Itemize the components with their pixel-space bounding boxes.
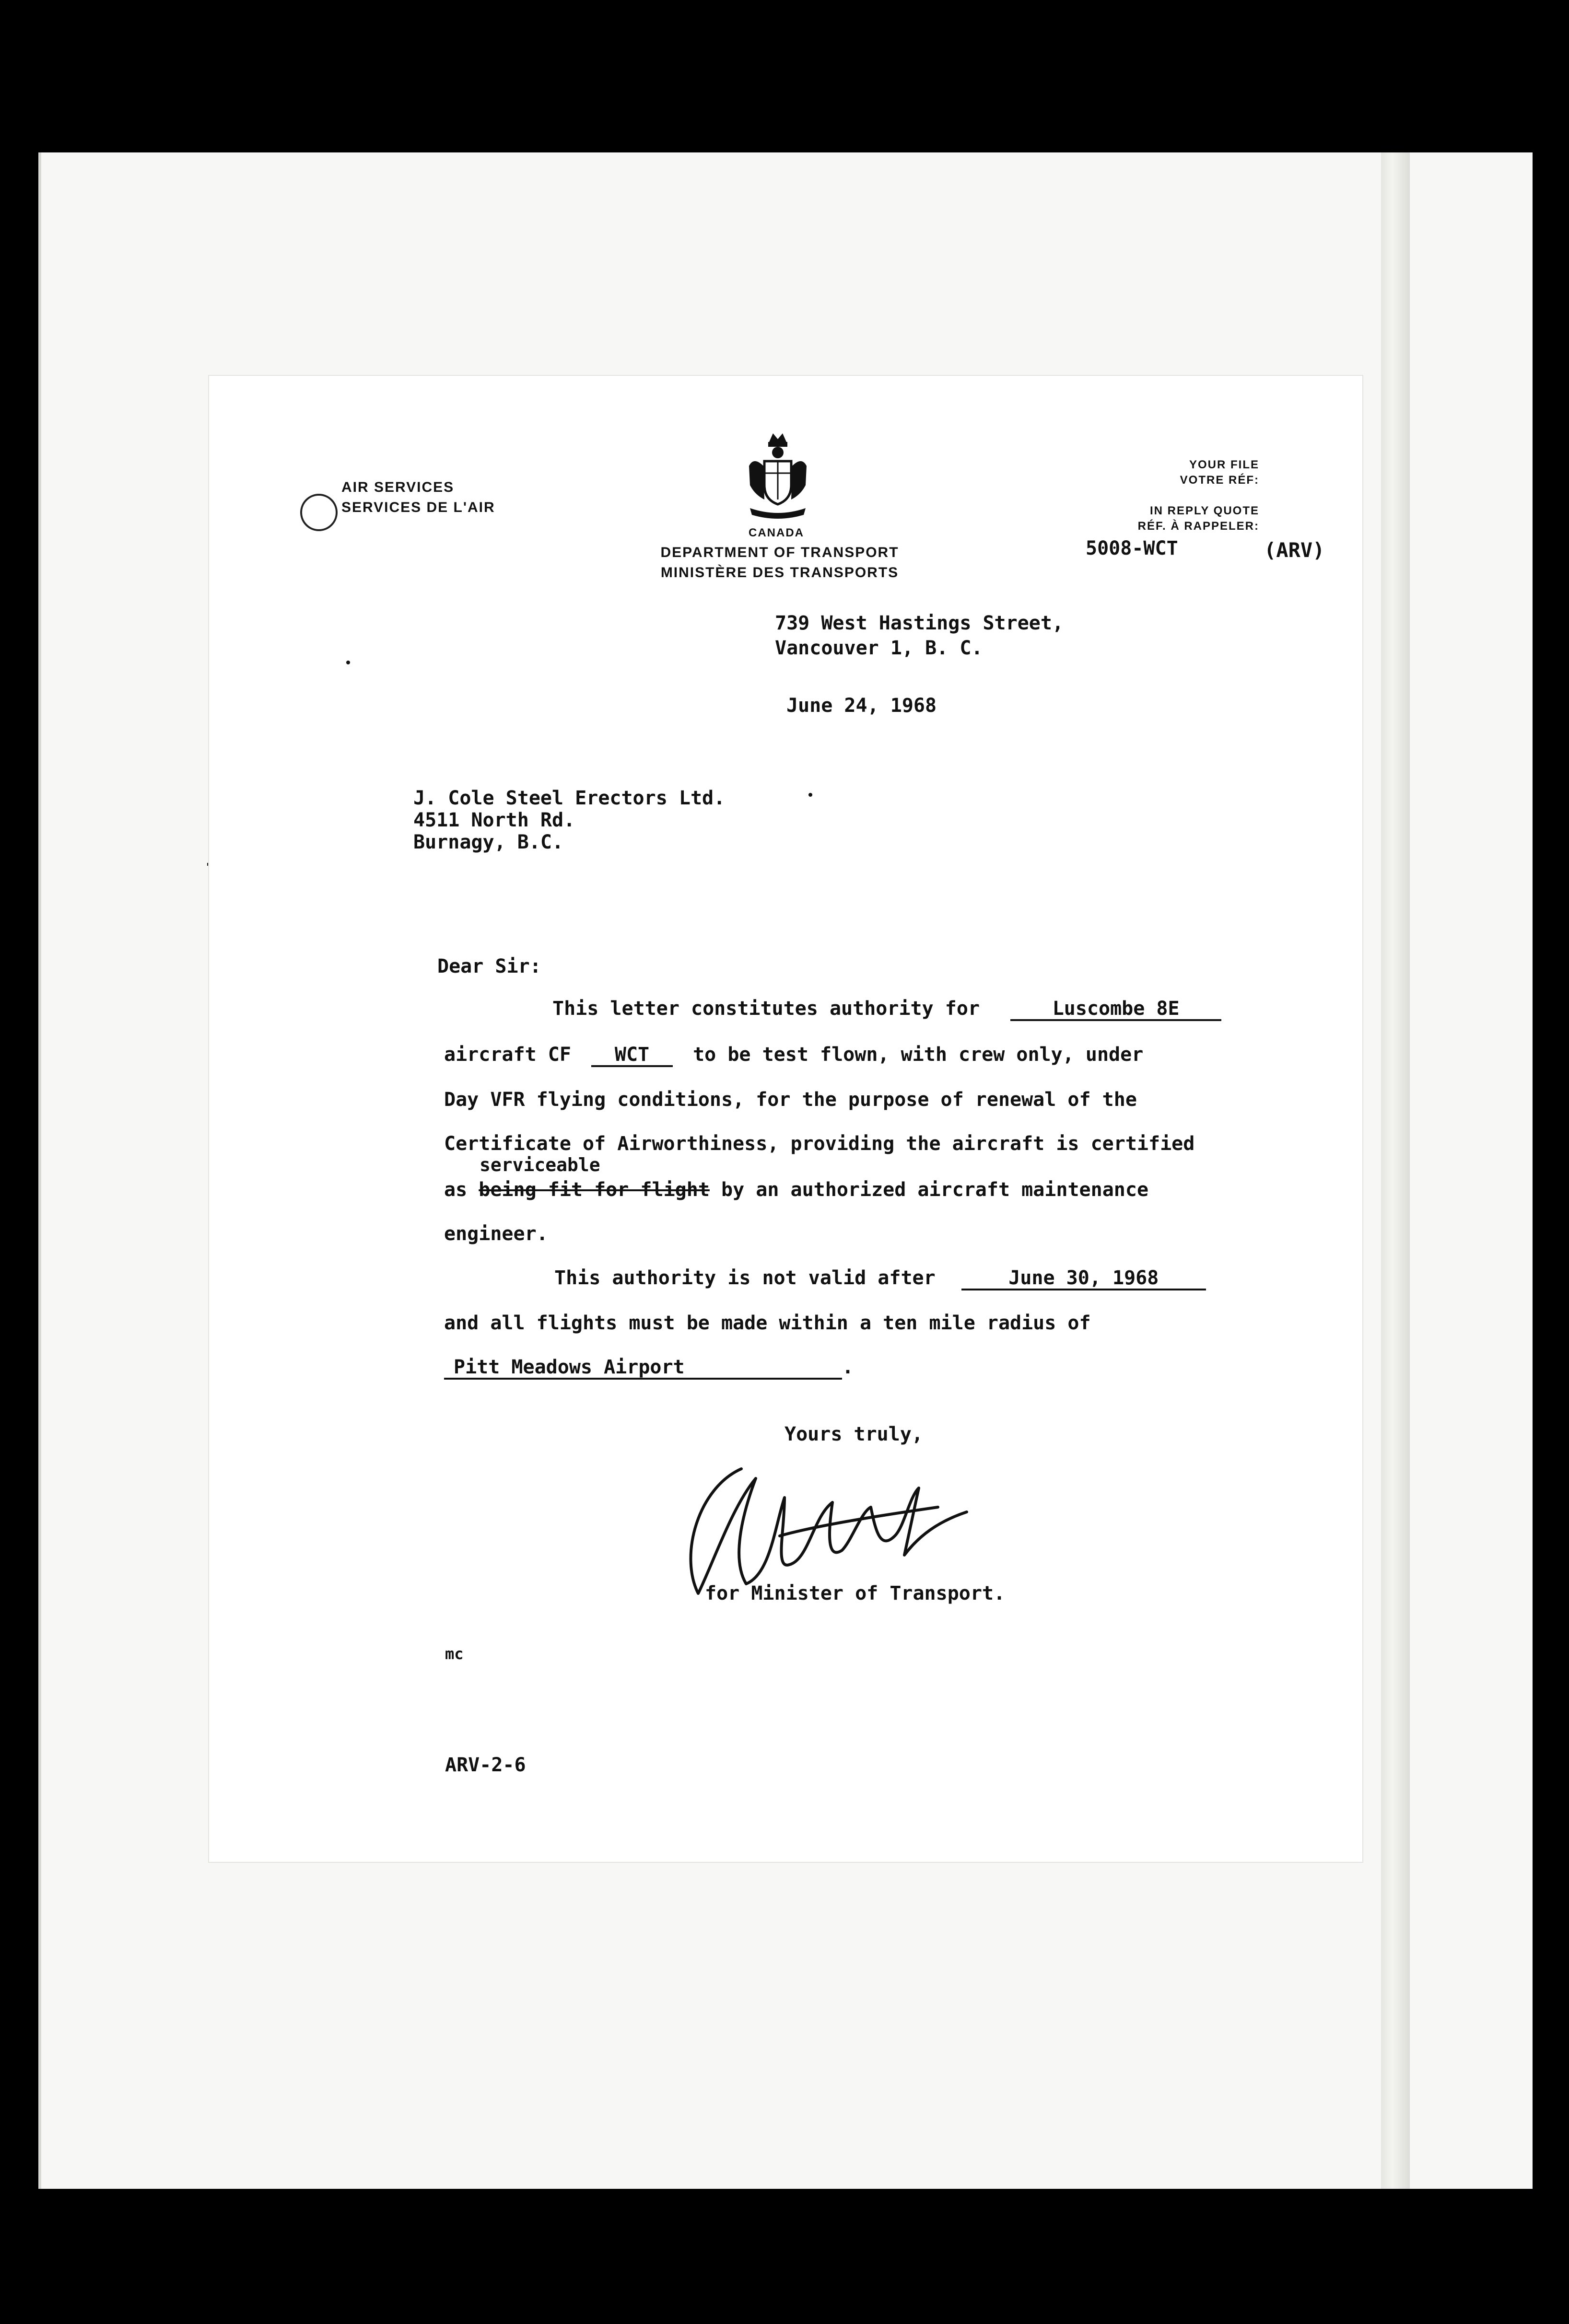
letter-sheet	[208, 375, 1363, 1863]
body-line-9	[444, 1357, 854, 1380]
your-file-en: YOUR FILE	[1189, 458, 1259, 471]
recipient-name: J. Cole Steel Erectors Ltd.	[413, 787, 726, 809]
body-line-7	[554, 1267, 1206, 1290]
signature-block: for Minister of Transport.	[705, 1582, 1006, 1604]
department-name	[650, 543, 909, 583]
coat-of-arms-icon	[744, 428, 811, 523]
sender-city: Vancouver 1, B. C.	[775, 637, 983, 659]
department-fr: MINISTÈRE DES TRANSPORTS	[660, 565, 899, 581]
body-line-4: Certificate of Airworthiness, providing the aircraft is certified	[444, 1133, 1195, 1155]
aircraft-type-field: Luscombe 8E	[1010, 998, 1221, 1021]
body-line-6: engineer.	[444, 1223, 548, 1245]
typist-initials: mc	[445, 1645, 464, 1663]
body-text: by an authorized aircraft maintenance	[721, 1179, 1149, 1201]
country-label: CANADA	[749, 526, 804, 539]
sender-street: 739 West Hastings Street,	[775, 612, 1064, 634]
recipient-city: Burnagy, B.C.	[413, 831, 564, 853]
airport-field: Pitt Meadows Airport	[444, 1357, 842, 1380]
reference-note: (ARV)	[1264, 538, 1325, 562]
body-line-3: Day VFR flying conditions, for the purpose of renewal of the	[444, 1089, 1137, 1111]
body-text: to be test flown, with crew only, under	[693, 1044, 1144, 1066]
recipient-street: 4511 North Rd.	[413, 809, 575, 831]
reply-quote-en: IN REPLY QUOTE	[1149, 504, 1259, 517]
form-number: ARV-2-6	[445, 1754, 526, 1776]
branch-name	[341, 477, 495, 518]
your-file-fr: VOTRE RÉF:	[1180, 474, 1259, 487]
body-text: aircraft CF	[444, 1044, 571, 1066]
branch-en: AIR SERVICES	[341, 479, 455, 495]
body-text: as	[444, 1179, 468, 1201]
recipient-address	[413, 787, 725, 853]
registration-field: WCT	[591, 1044, 673, 1067]
body-text: This authority is not valid after	[554, 1267, 936, 1289]
punch-hole	[300, 494, 338, 531]
sender-address	[775, 611, 1064, 661]
branch-fr: SERVICES DE L'AIR	[341, 500, 495, 515]
your-file-label	[1087, 457, 1259, 488]
department-en: DEPARTMENT OF TRANSPORT	[660, 545, 899, 560]
stray-mark	[346, 661, 350, 664]
struck-text: being fit for flight	[479, 1179, 710, 1201]
body-text: This letter constitutes authority for	[552, 998, 980, 1020]
body-line-1	[552, 998, 1221, 1021]
reply-quote-fr: RÉF. À RAPPELER:	[1137, 520, 1259, 533]
salutation: Dear Sir:	[437, 955, 541, 977]
body-text: .	[842, 1356, 854, 1378]
body-line-5	[444, 1179, 1148, 1200]
reference-number: 5008-WCT	[1086, 537, 1178, 559]
body-line-8: and all flights must be made within a ten mile radius of	[444, 1312, 1091, 1334]
handwritten-insertion: serviceable	[480, 1154, 600, 1175]
stray-mark	[808, 793, 812, 797]
expiry-date-field: June 30, 1968	[961, 1267, 1206, 1290]
page-edge-strip	[1381, 152, 1410, 2189]
body-line-2	[444, 1044, 1143, 1067]
reply-quote-label	[1087, 503, 1259, 534]
closing: Yours truly,	[784, 1423, 923, 1445]
letter-date: June 24, 1968	[786, 695, 937, 717]
